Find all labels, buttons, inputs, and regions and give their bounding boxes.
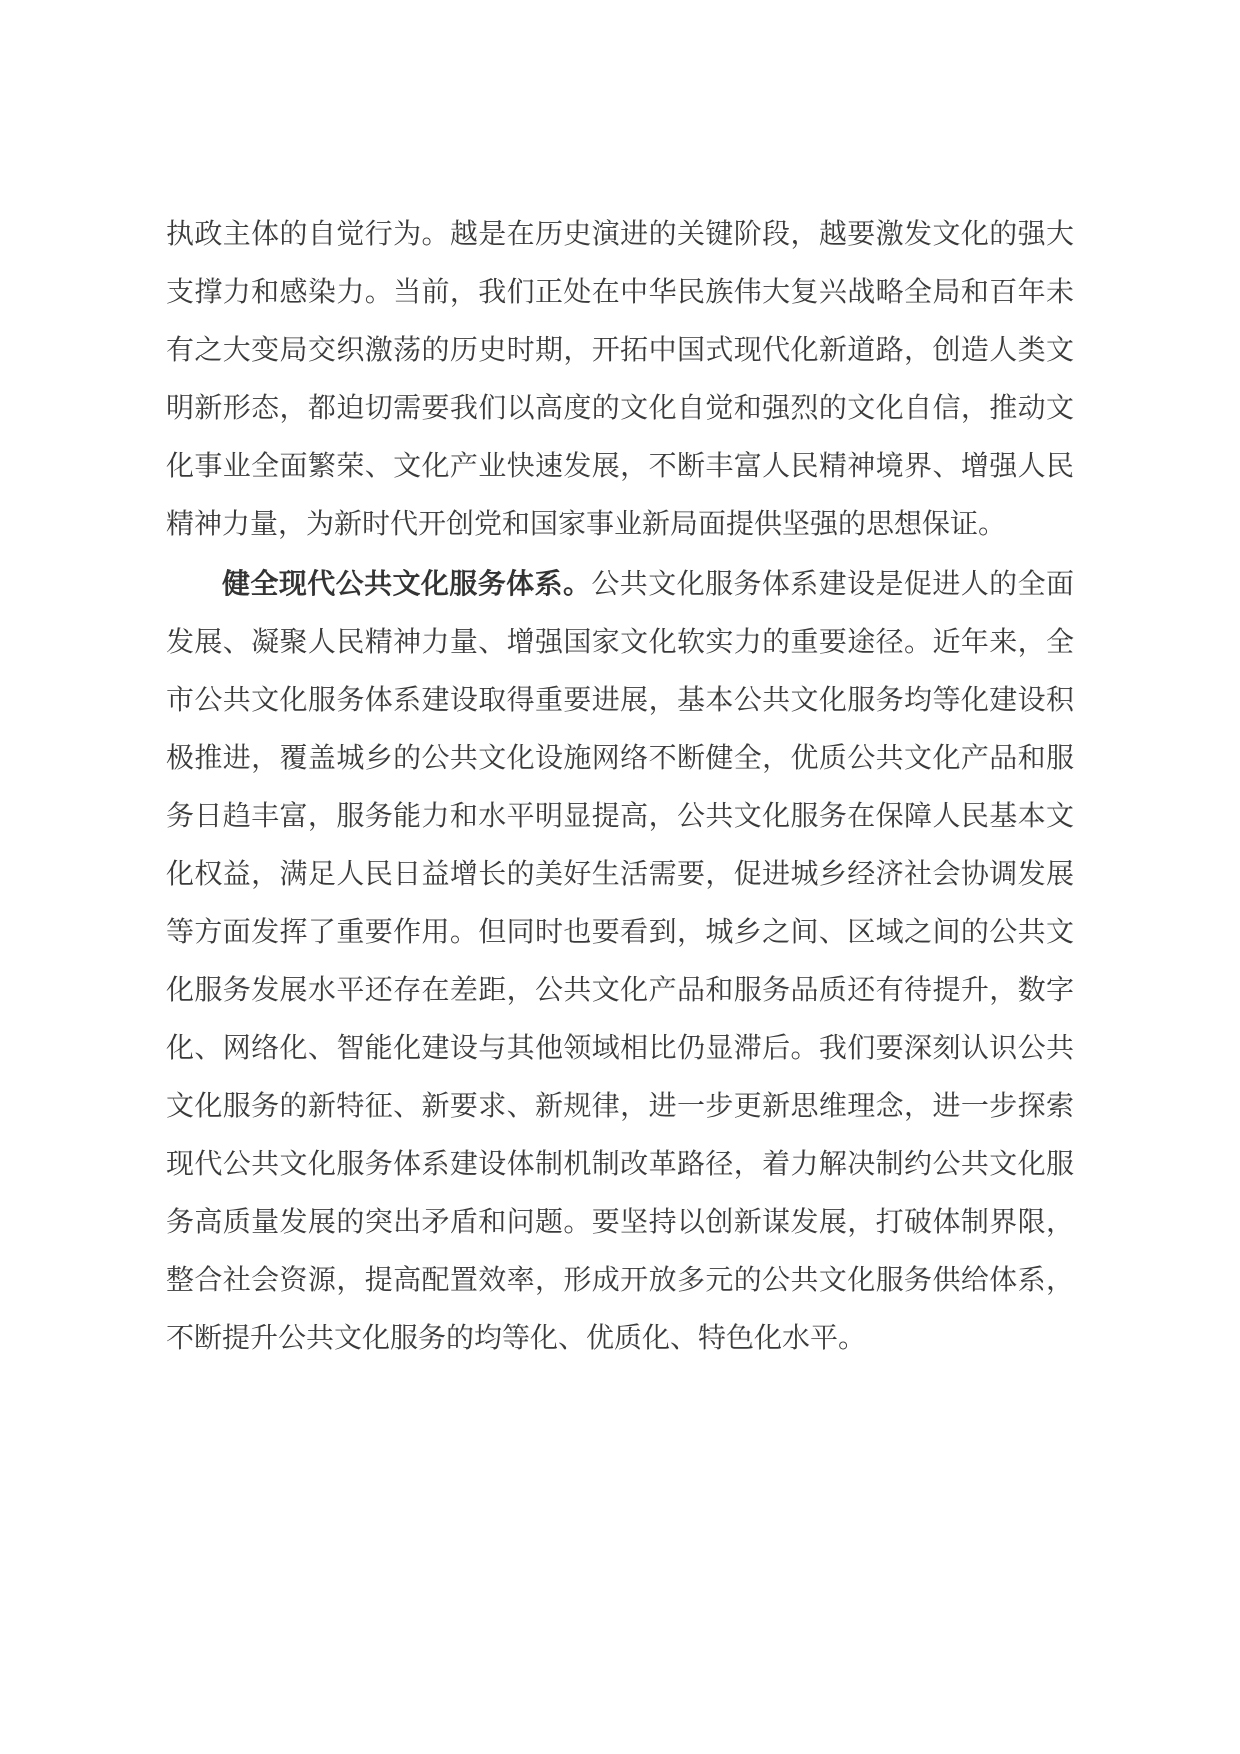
paragraph-2-line-3: 市公共文化服务体系建设取得重要进展，基本公共文化服务均等化建设积: [166, 683, 1074, 716]
paragraph-2-line-4: 极推进，覆盖城乡的公共文化设施网络不断健全，优质公共文化产品和服: [166, 741, 1074, 774]
section-heading: 健全现代公共文化服务体系。: [222, 567, 592, 600]
paragraph-2-line-2: 发展、凝聚人民精神力量、增强国家文化软实力的重要途径。近年来，全: [166, 625, 1074, 658]
paragraph-2-line-12: 务高质量发展的突出矛盾和问题。要坚持以创新谋发展，打破体制界限，: [166, 1205, 1074, 1238]
paragraph-1-line-1: 执政主体的自觉行为。越是在历史演进的关键阶段，越要激发文化的强大: [166, 217, 1074, 250]
paragraph-2-line-13: 整合社会资源，提高配置效率，形成开放多元的公共文化服务供给体系，: [166, 1263, 1074, 1296]
paragraph-2-line-11: 现代公共文化服务体系建设体制机制改革路径，着力解决制约公共文化服: [166, 1147, 1074, 1180]
paragraph-2-line-1: [222, 562, 1074, 606]
paragraph-1-line-6: 精神力量，为新时代开创党和国家事业新局面提供坚强的思想保证。: [166, 507, 1007, 540]
paragraph-2-line-9: 化、网络化、智能化建设与其他领域相比仍显滞后。我们要深刻认识公共: [166, 1031, 1074, 1064]
paragraph-2-line-8: 化服务发展水平还存在差距，公共文化产品和服务品质还有待提升，数字: [166, 973, 1074, 1006]
paragraph-1-line-4: 明新形态，都迫切需要我们以高度的文化自觉和强烈的文化自信，推动文: [166, 391, 1074, 424]
paragraph-2-line-10: 文化服务的新特征、新要求、新规律，进一步更新思维理念，进一步探索: [166, 1089, 1074, 1122]
paragraph-2-line-6: 化权益，满足人民日益增长的美好生活需要，促进城乡经济社会协调发展: [166, 857, 1074, 890]
paragraph-2-line-1-text: 公共文化服务体系建设是促进人的全面: [591, 567, 1074, 600]
paragraph-2-line-14: 不断提升公共文化服务的均等化、优质化、特色化水平。: [166, 1321, 867, 1354]
paragraph-1-line-5: 化事业全面繁荣、文化产业快速发展，不断丰富人民精神境界、增强人民: [166, 449, 1074, 482]
paragraph-2-line-7: 等方面发挥了重要作用。但同时也要看到，城乡之间、区域之间的公共文: [166, 915, 1074, 948]
paragraph-1-line-2: 支撑力和感染力。当前，我们正处在中华民族伟大复兴战略全局和百年未: [166, 275, 1074, 308]
paragraph-2-line-5: 务日趋丰富，服务能力和水平明显提高，公共文化服务在保障人民基本文: [166, 799, 1074, 832]
paragraph-1-line-3: 有之大变局交织激荡的历史时期，开拓中国式现代化新道路，创造人类文: [166, 333, 1074, 366]
